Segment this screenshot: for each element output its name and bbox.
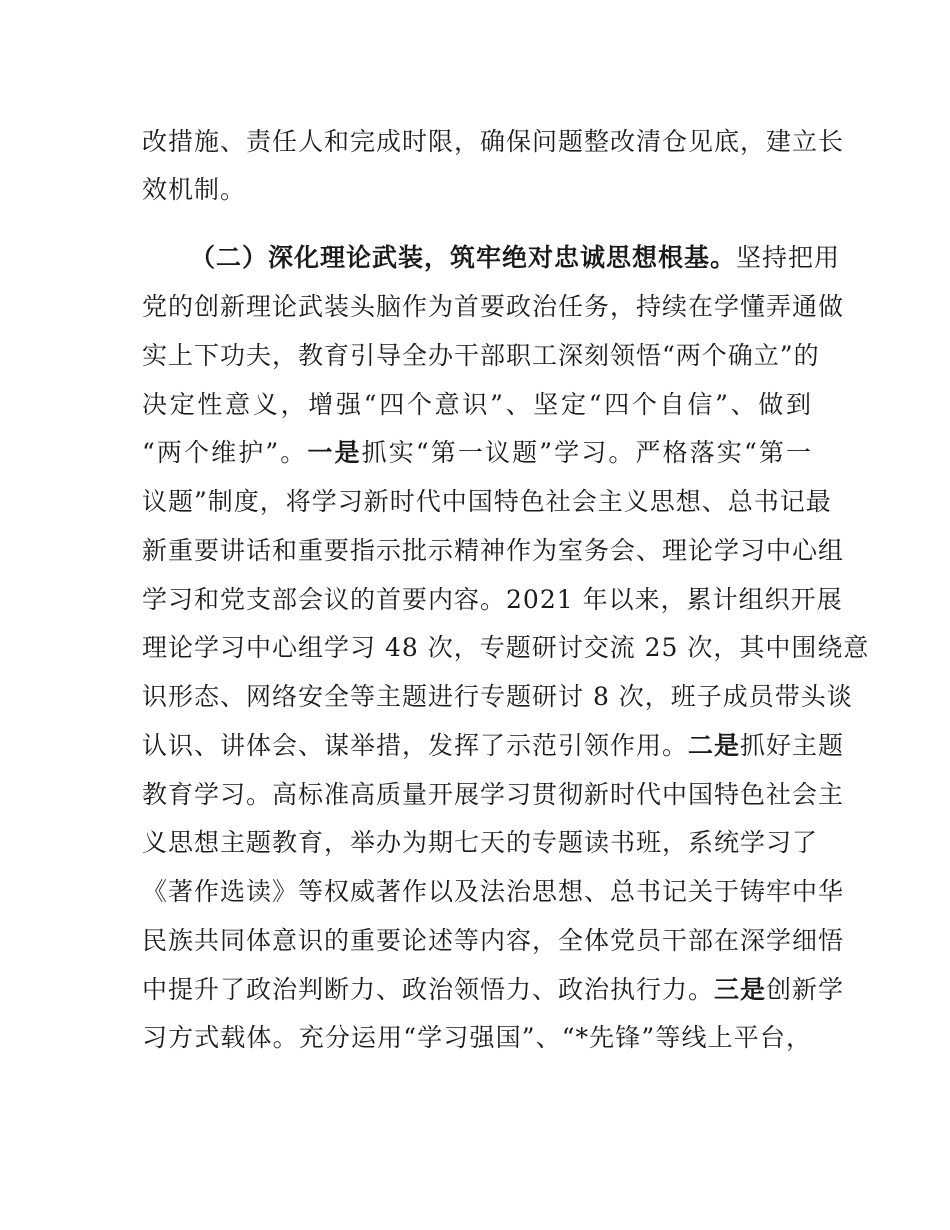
- paragraph-line: [142, 921, 845, 961]
- line-text: 新重要讲话和重要指示批示精神作为室务会、理论学习中心组: [142, 536, 845, 565]
- line-text: 抓实“第一议题”学习。严格落实“第一: [361, 438, 812, 467]
- paragraph-line: [142, 433, 812, 473]
- paragraph-line: [142, 726, 845, 766]
- line-text: 民族共同体意识的重要论述等内容，全体党员干部在深学细悟: [142, 926, 845, 955]
- paragraph-line: [142, 580, 843, 620]
- line-text: 识形态、网络安全等主题进行专题研讨 8 次，班子成员带头谈: [142, 682, 853, 711]
- line-text: 中提升了政治判断力、政治领悟力、政治执行力。: [142, 975, 715, 1004]
- enumeration-marker: 三是: [714, 975, 767, 1004]
- line-text: “两个维护”。: [142, 438, 308, 467]
- line-text: 创新学: [766, 975, 845, 1004]
- paragraph-line: [142, 482, 832, 522]
- paragraph-line: [142, 823, 819, 863]
- paragraph-line: [142, 336, 820, 376]
- paragraph-line: [142, 775, 845, 815]
- line-text: 《著作选读》等权威著作以及法治思想、总书记关于铸牢中华: [142, 877, 845, 906]
- enumeration-marker: 二是: [688, 731, 741, 760]
- paragraph-line: [142, 170, 812, 210]
- paragraph-line: [142, 677, 853, 717]
- section-heading: （二）深化理论武装，筑牢绝对忠诚思想根基。: [190, 243, 737, 272]
- paragraph-line: [142, 531, 845, 571]
- line-text: 党的创新理论武装头脑作为首要政治任务，持续在学懂弄通做: [142, 292, 845, 321]
- paragraph-line: [142, 970, 845, 1010]
- paragraph-line: [142, 628, 870, 668]
- line-text: 教育学习。高标准高质量开展学习贯彻新时代中国特色社会主: [142, 780, 845, 809]
- enumeration-marker: 一是: [307, 438, 362, 467]
- line-text: 抓好主题: [740, 731, 845, 760]
- paragraph-line: [142, 1018, 812, 1058]
- line-text: 议题”制度，将学习新时代中国特色社会主义思想、总书记最: [142, 487, 832, 516]
- paragraph-line: [142, 287, 845, 327]
- paragraph-line: [142, 872, 845, 912]
- line-text: 效机制。: [142, 175, 247, 204]
- line-text: 理论学习中心组学习 48 次，专题研讨交流 25 次，其中围绕意: [142, 633, 870, 662]
- section-heading-line: [190, 238, 841, 278]
- line-text: 决定性意义，增强“四个意识”、坚定“四个自信”、做到: [142, 390, 813, 419]
- line-text: 习方式载体。充分运用“学习强国”、“*先锋”等线上平台，: [142, 1023, 812, 1052]
- line-text: 坚持把用: [736, 243, 841, 272]
- line-text: 认识、讲体会、谋举措，发挥了示范引领作用。: [142, 731, 689, 760]
- line-text: 学习和党支部会议的首要内容。2021 年以来，累计组织开展: [142, 585, 843, 614]
- paragraph-line: [142, 122, 845, 162]
- line-text: 实上下功夫，教育引导全办干部职工深刻领悟“两个确立”的: [142, 341, 820, 370]
- paragraph-line: [142, 385, 812, 425]
- line-text: 义思想主题教育，举办为期七天的专题读书班，系统学习了: [142, 828, 819, 857]
- line-text: 改措施、责任人和完成时限，确保问题整改清仓见底，建立长: [142, 127, 845, 156]
